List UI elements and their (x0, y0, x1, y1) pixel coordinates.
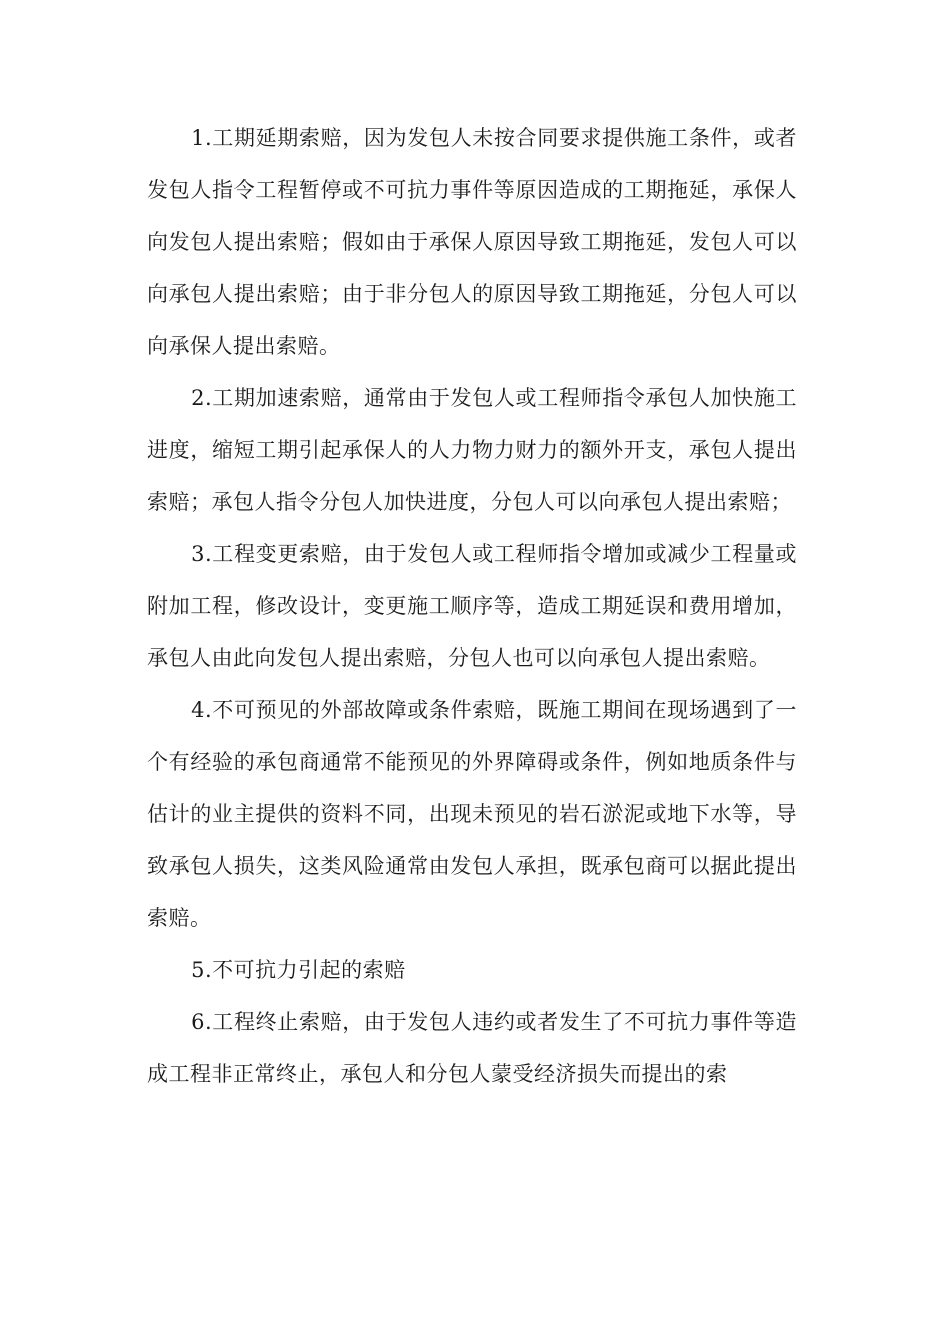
paragraph-force-majeure-claim: 5.不可抗力引起的索赔 (191, 958, 406, 982)
paragraph-unforeseen-conditions-claim: 4.不可预见的外部故障或条件索赔，既施工期间在现场遇到了一个有经验的承包商通常不能预见的外界障碍或条件，例如地质条件与估计的业主提供的资料不同，出现未预见的岩石淤泥或地下水等，导致承包人损失，这类风险通常由发包人承担，既承包商可以据此提出索赔。 (147, 698, 797, 930)
paragraph-schedule-extension-claim: 1.工期延期索赔，因为发包人未按合同要求提供施工条件，或者发包人指令工程暂停或不可抗力事件等原因造成的工期拖延，承保人向发包人提出索赔；假如由于承保人原因导致工期拖延，发包人可以向承包人提出索赔；由于非分包人的原因导致工期拖延，分包人可以向承保人提出索赔。 (147, 126, 797, 358)
document-body (147, 112, 797, 1100)
paragraph-variation-claim: 3.工程变更索赔，由于发包人或工程师指令增加或减少工程量或附加工程，修改设计，变更施工顺序等，造成工期延误和费用增加，承包人由此向发包人提出索赔，分包人也可以向承包人提出索赔。 (147, 542, 797, 670)
paragraph-termination-claim: 6.工程终止索赔，由于发包人违约或者发生了不可抗力事件等造成工程非正常终止，承包人和分包人蒙受经济损失而提出的索 (147, 1010, 797, 1086)
paragraph-acceleration-claim: 2.工期加速索赔，通常由于发包人或工程师指令承包人加快施工进度，缩短工期引起承保人的人力物力财力的额外开支，承包人提出索赔；承包人指令分包人加快进度，分包人可以向承包人提出索赔； (147, 386, 797, 514)
